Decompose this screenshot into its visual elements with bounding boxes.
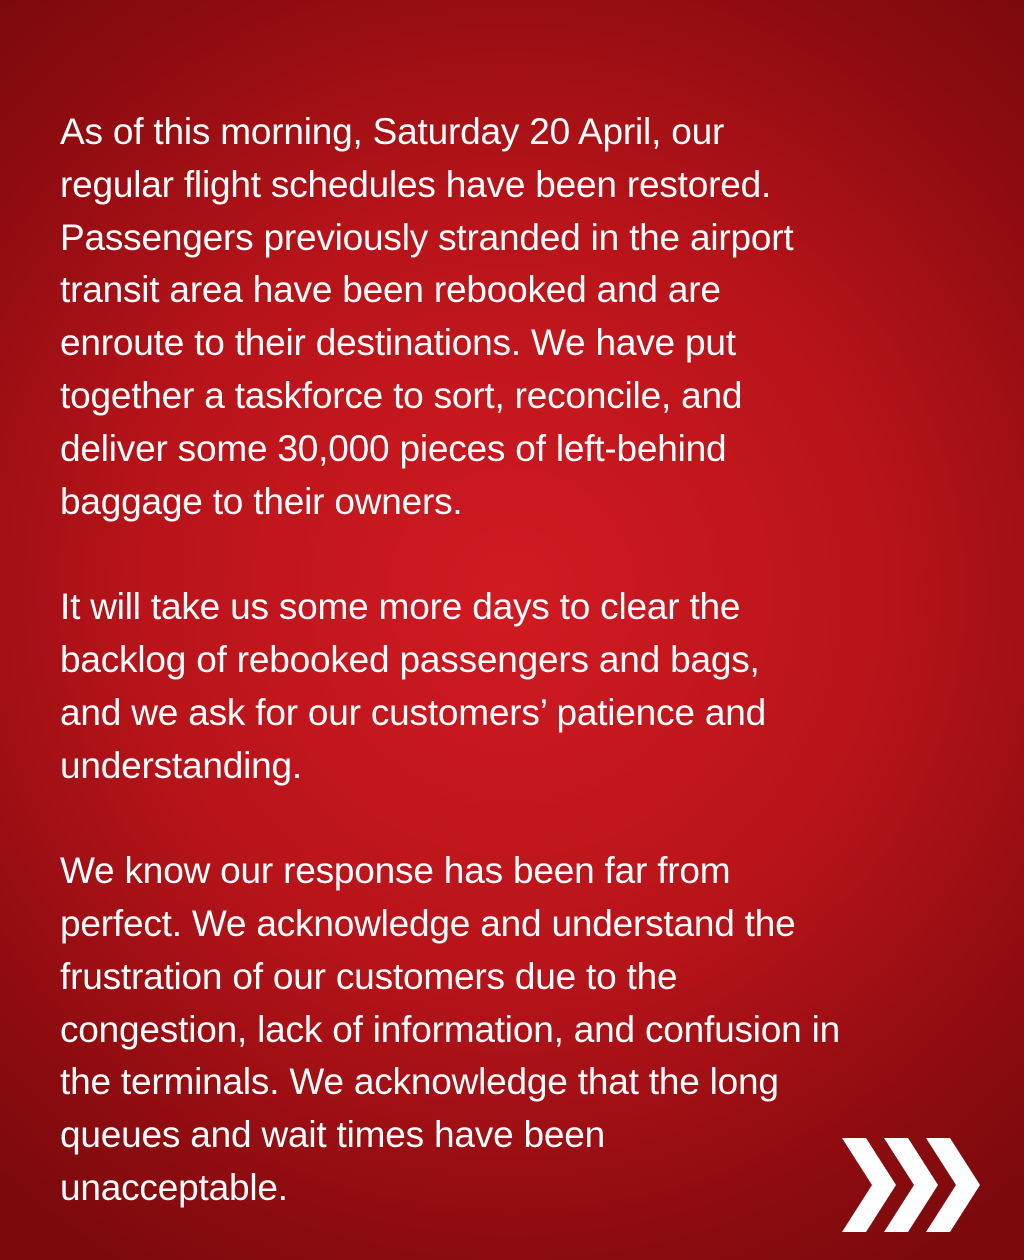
paragraph-line: enroute to their destinations. We have put	[60, 322, 736, 364]
paragraph-line: understanding.	[60, 744, 302, 786]
paragraph-line: the terminals. We acknowledge that the long	[60, 1061, 779, 1103]
statement-text	[60, 106, 990, 1215]
paragraph-line: deliver some 30,000 pieces of left-behind	[60, 427, 727, 469]
paragraph-line: We know our response has been far from	[60, 850, 731, 892]
statement-paragraph-1	[60, 106, 990, 528]
paragraph-line: and we ask for our customers’ patience and	[60, 691, 766, 733]
triple-chevron-right-icon[interactable]	[838, 1132, 986, 1238]
paragraph-line: transit area have been rebooked and are	[60, 269, 721, 311]
paragraph-line: queues and wait times have been	[60, 1114, 606, 1156]
paragraph-line: backlog of rebooked passengers and bags,	[60, 638, 760, 680]
paragraph-line: congestion, lack of information, and confusion in	[60, 1008, 841, 1050]
paragraph-line: perfect. We acknowledge and understand the	[60, 902, 796, 944]
paragraph-line: baggage to their owners.	[60, 480, 463, 522]
paragraph-line: It will take us some more days to clear the	[60, 586, 741, 628]
paragraph-line: together a taskforce to sort, reconcile, and	[60, 374, 743, 416]
paragraph-line: regular flight schedules have been restored.	[60, 163, 772, 205]
paragraph-line: frustration of our customers due to the	[60, 955, 678, 997]
paragraph-line: As of this morning, Saturday 20 April, our	[60, 111, 725, 152]
statement-paragraph-2	[60, 581, 990, 792]
paragraph-line: unacceptable.	[60, 1166, 288, 1208]
paragraph-line: Passengers previously stranded in the airport	[60, 216, 794, 258]
